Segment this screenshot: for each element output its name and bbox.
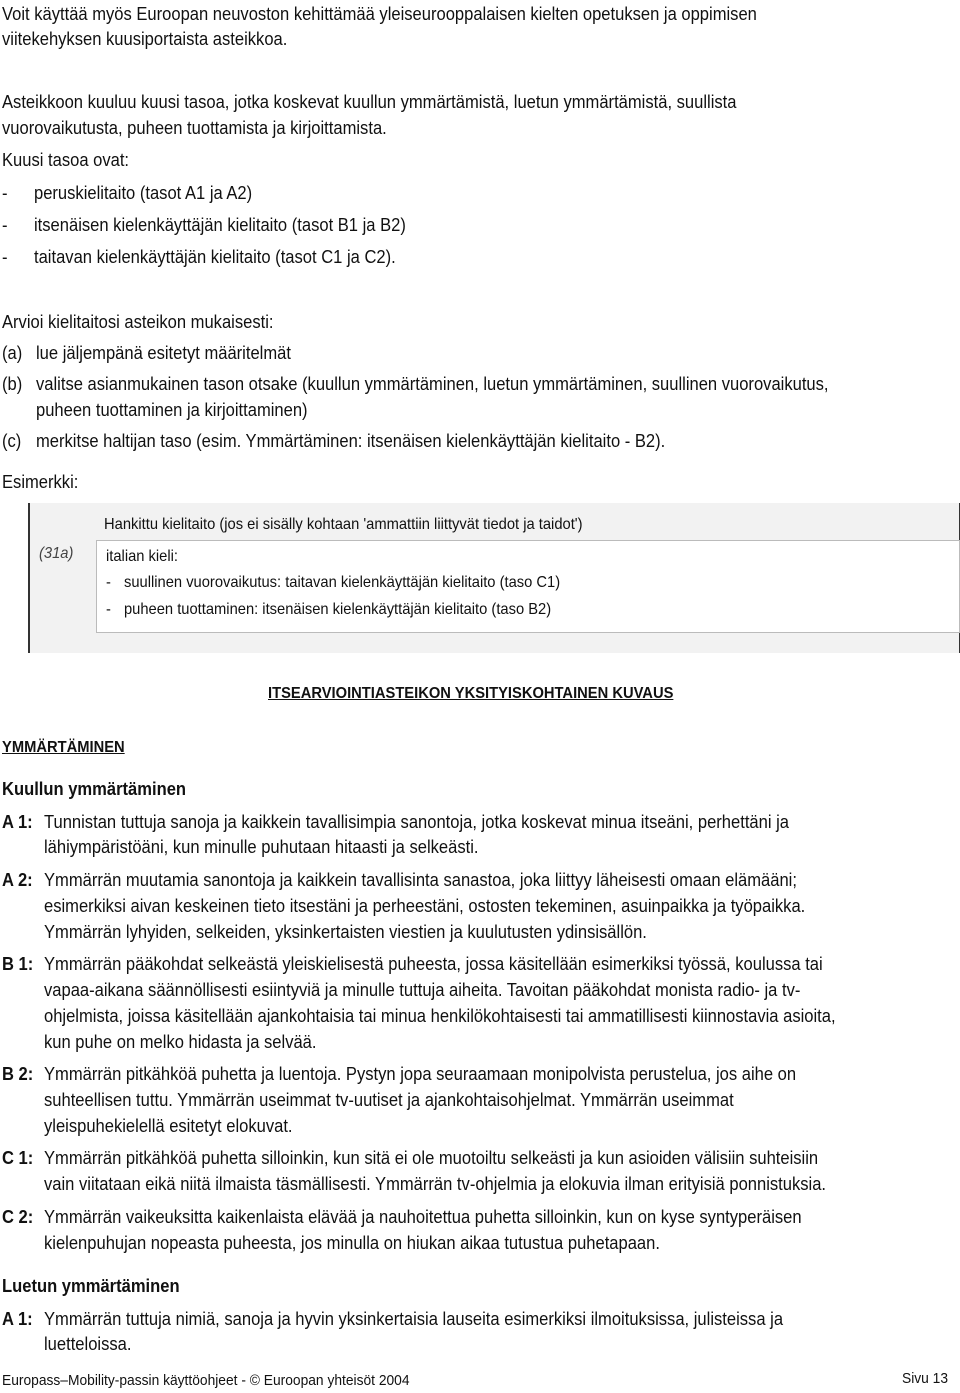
example-heading: Hankittu kielitaito (jos ei sisälly kohtaan 'ammattiin liittyvät tiedot ja taidot') bbox=[104, 516, 583, 533]
level-line: suhteellisen tuttu. Ymmärrän useimmat tv-uutiset ja ajankohtaisohjelmat. Ymmärrän useimmat bbox=[44, 1090, 734, 1110]
level-label: A 1: bbox=[2, 1309, 33, 1329]
step-text: merkitse haltijan taso (esim. Ymmärtäminen: itsenäisen kielenkäyttäjän kielitaito - B2). bbox=[36, 431, 666, 451]
level-label: A 2: bbox=[2, 870, 33, 890]
level-item: taitavan kielenkäyttäjän kielitaito (tasot C1 ja C2). bbox=[34, 247, 396, 267]
level-line: Ymmärrän vaikeuksitta kaikenlaista elävää ja nauhoitettua puhetta silloinkin, kun on kyse syntyperäisen bbox=[44, 1207, 802, 1227]
level-line: vain viitataan eikä niitä ilmaista täsmällisesti. Ymmärrän tv-ohjelmia ja elokuvia ilman erityisiä ponnistuksia. bbox=[44, 1174, 827, 1194]
footer-copyright: Europass–Mobility-passin käyttöohjeet - © Euroopan yhteisöt 2004 bbox=[2, 1372, 410, 1389]
level-line: kun puhe on melko hidasta ja selvää. bbox=[44, 1032, 317, 1052]
intro-line-4: vuorovaikutusta, puheen tuottamista ja kirjoittamista. bbox=[2, 118, 387, 138]
example-dash: - bbox=[106, 574, 111, 591]
step-text: valitse asianmukainen tason otsake (kuullun ymmärtäminen, luetun ymmärtäminen, suullinen vuorovaikutus, bbox=[36, 374, 829, 394]
example-item: suullinen vuorovaikutus: taitavan kielenkäyttäjän kielitaito (taso C1) bbox=[124, 574, 561, 591]
level-label: A 1: bbox=[2, 812, 33, 832]
section-title: ITSEARVIOINTIASTEIKON YKSITYISKOHTAINEN KUVAUS bbox=[268, 685, 674, 702]
level-label: C 1: bbox=[2, 1148, 34, 1168]
example-number: (31a) bbox=[39, 545, 74, 562]
example-language: italian kieli: bbox=[106, 548, 179, 565]
level-line: Ymmärrän tuttuja nimiä, sanoja ja hyvin yksinkertaisia lauseita esimerkiksi ilmoituksissa, julisteissa ja bbox=[44, 1309, 784, 1329]
example-dash: - bbox=[106, 601, 111, 618]
level-label: B 1: bbox=[2, 954, 34, 974]
level-label: B 2: bbox=[2, 1064, 34, 1084]
instructions-heading: Arvioi kielitaitosi asteikon mukaisesti: bbox=[2, 312, 274, 332]
intro-line-3: Asteikkoon kuuluu kuusi tasoa, jotka koskevat kuullun ymmärtämistä, luetun ymmärtämistä, suullista bbox=[2, 92, 737, 112]
level-line: Tunnistan tuttuja sanoja ja kaikkein tavallisimpia sanontoja, jotka koskevat minua itseäni, perhettäni ja bbox=[44, 812, 790, 832]
step-text: lue jäljempänä esitetyt määritelmät bbox=[36, 343, 291, 363]
intro-line-1: Voit käyttää myös Euroopan neuvoston kehittämää yleiseurooppalaisen kielten opetuksen ja oppimisen bbox=[2, 4, 757, 24]
step-label: (a) bbox=[2, 343, 23, 363]
level-item: peruskielitaito (tasot A1 ja A2) bbox=[34, 183, 253, 203]
level-dash: - bbox=[2, 215, 8, 235]
level-line: Ymmärrän pitkähköä puhetta silloinkin, kun sitä ei ole muotoiltu selkeästi ja kun asioiden välisiin suhteisiin bbox=[44, 1148, 819, 1168]
level-line: Ymmärrän pääkohdat selkeästä yleiskielisestä puheesta, jossa käsitellään esimerkiksi työssä, koulussa tai bbox=[44, 954, 823, 974]
level-line: ohjelmista, joissa käsitellään ajankohtaisia tai minua henkilökohtaisesti tai ammatillisesti kiinnostavia asioita, bbox=[44, 1006, 836, 1026]
level-line: Ymmärrän lyhyiden, selkeiden, yksinkertaisten viestien ja kuulutusten ydinsisällön. bbox=[44, 922, 647, 942]
level-item: itsenäisen kielenkäyttäjän kielitaito (tasot B1 ja B2) bbox=[34, 215, 406, 235]
level-line: yleispuhekielellä esitetyt elokuvat. bbox=[44, 1116, 293, 1136]
page-number: Sivu 13 bbox=[902, 1370, 949, 1387]
level-line: luetteloissa. bbox=[44, 1334, 132, 1354]
level-line: kielenpuhujan nopeasta puheesta, jos minulla on hiukan aikaa tutustua puhetapaan. bbox=[44, 1233, 660, 1253]
level-label: C 2: bbox=[2, 1207, 34, 1227]
intro-line-5: Kuusi tasoa ovat: bbox=[2, 150, 130, 170]
step-label: (c) bbox=[2, 431, 22, 451]
step-label: (b) bbox=[2, 374, 23, 394]
example-item: puheen tuottaminen: itsenäisen kielenkäyttäjän kielitaito (taso B2) bbox=[124, 601, 552, 618]
intro-line-2: viitekehyksen kuusiportaista asteikkoa. bbox=[2, 29, 288, 49]
level-dash: - bbox=[2, 247, 8, 267]
step-text: puheen tuottaminen ja kirjoittaminen) bbox=[36, 400, 308, 420]
level-line: esimerkiksi aivan keskeinen tieto itsestäni ja perheestäni, ostosten tekeminen, asuinpaikka ja työpaikka. bbox=[44, 896, 806, 916]
kuullun-heading: Kuullun ymmärtäminen bbox=[2, 779, 187, 799]
level-line: vapaa-aikana säännöllisesti esiintyviä ja minulle tuttuja aiheita. Tavoitan pääkohdat monista radio- ja tv- bbox=[44, 980, 801, 1000]
luetun-heading: Luetun ymmärtäminen bbox=[2, 1276, 180, 1296]
level-line: lähiympäristöäni, kun minulle puhutaan hitaasti ja selkeästi. bbox=[44, 837, 479, 857]
level-line: Ymmärrän pitkähköä puhetta ja luentoja. Pystyn jopa seuraamaan monipolvista perustelua, jos aihe on bbox=[44, 1064, 797, 1084]
level-line: Ymmärrän muutamia sanontoja ja kaikkein tavallisinta sanastoa, joka liittyy läheisesti omaan elämääni; bbox=[44, 870, 797, 890]
example-label: Esimerkki: bbox=[2, 472, 79, 492]
level-dash: - bbox=[2, 183, 8, 203]
ymmartaminen-heading: YMMÄRTÄMINEN bbox=[2, 739, 125, 756]
